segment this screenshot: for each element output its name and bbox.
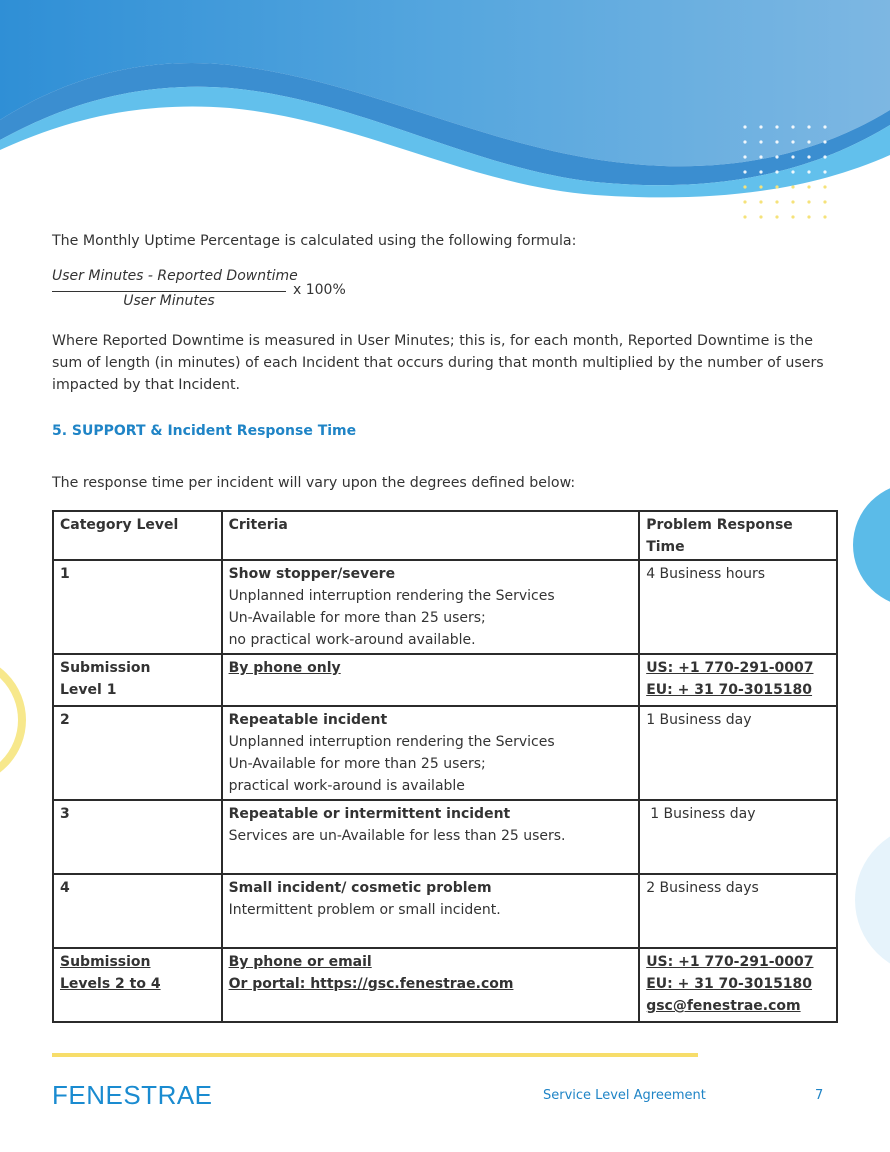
header-wave-decoration <box>0 0 890 240</box>
category-level-cell: Submission Level 1 <box>53 654 222 706</box>
criteria-title: Repeatable or intermittent incident <box>228 806 511 822</box>
response-time-cell <box>639 654 837 706</box>
criteria-cell <box>222 654 640 706</box>
table-row <box>53 948 837 1022</box>
category-level-cell: 1 <box>53 560 222 654</box>
category-level-cell: 4 <box>53 874 222 948</box>
criteria-line: Un-Available for more than 25 users; <box>228 756 486 772</box>
category-level-cell: 2 <box>53 706 222 800</box>
page-number: 7 <box>815 1088 824 1103</box>
criteria-cell <box>222 706 640 800</box>
criteria-line: Services are un-Available for less than 25 users. <box>228 828 566 844</box>
formula-multiplier: x 100% <box>293 282 346 298</box>
uptime-intro: The Monthly Uptime Percentage is calculated using the following formula: <box>52 233 577 249</box>
footer-divider <box>52 1053 698 1057</box>
downtime-definition: Where Reported Downtime is measured in User Minutes; this is, for each month, Reported Downtime is the sum of length (in minutes) of each Incident that occurs during that month multiplied by the number of users impacted by that Incident. <box>52 333 824 393</box>
criteria-line: no practical work-around available. <box>228 632 476 648</box>
response-time-cell: 1 Business day <box>639 800 837 874</box>
fraction-bar <box>52 291 286 292</box>
response-time-table <box>52 510 838 1023</box>
us-phone-link[interactable]: US: +1 770-291-0007 <box>646 954 814 970</box>
us-phone-link[interactable]: US: +1 770-291-0007 <box>646 660 814 676</box>
formula-numerator: User Minutes - Reported Downtime <box>52 268 298 284</box>
response-time-cell: 4 Business hours <box>639 560 837 654</box>
eu-phone-link[interactable]: EU: + 31 70-3015180 <box>646 682 813 698</box>
criteria-title: Repeatable incident <box>228 712 388 728</box>
response-time-cell: 1 Business day <box>639 706 837 800</box>
criteria-title: Show stopper/severe <box>228 566 396 582</box>
criteria-title: By phone only <box>228 660 341 676</box>
table-row <box>53 874 837 948</box>
criteria-line: Unplanned interruption rendering the Services <box>228 588 555 604</box>
category-level-cell: Submission Levels 2 to 4 <box>53 948 222 1022</box>
criteria-line: practical work-around is available <box>228 778 465 794</box>
criteria-line: Intermittent problem or small incident. <box>228 902 501 918</box>
criteria-cell <box>222 560 640 654</box>
footer-title: Service Level Agreement <box>543 1088 706 1103</box>
criteria-line: Unplanned interruption rendering the Services <box>228 734 555 750</box>
header-response-time: Problem Response Time <box>639 511 837 560</box>
table-row <box>53 654 837 706</box>
fenestrae-logo: FENESTRAE <box>52 1080 213 1110</box>
table-row <box>53 800 837 874</box>
portal-link[interactable]: Or portal: https://gsc.fenestrae.com <box>228 976 514 992</box>
section-heading: 5. SUPPORT & Incident Response Time <box>52 423 357 439</box>
criteria-title: By phone or email <box>228 954 372 970</box>
header-criteria: Criteria <box>222 511 640 560</box>
table-header-row <box>53 511 837 560</box>
criteria-cell <box>222 800 640 874</box>
support-email-link[interactable]: gsc@fenestrae.com <box>646 998 801 1014</box>
criteria-cell <box>222 874 640 948</box>
response-time-cell <box>639 948 837 1022</box>
criteria-cell <box>222 948 640 1022</box>
category-level-cell: 3 <box>53 800 222 874</box>
formula-denominator: User Minutes <box>123 293 215 309</box>
response-time-cell: 2 Business days <box>639 874 837 948</box>
criteria-title: Small incident/ cosmetic problem <box>228 880 492 896</box>
response-intro: The response time per incident will vary upon the degrees defined below: <box>52 475 576 491</box>
criteria-line: Un-Available for more than 25 users; <box>228 610 486 626</box>
header-category-level: Category Level <box>53 511 222 560</box>
eu-phone-link[interactable]: EU: + 31 70-3015180 <box>646 976 813 992</box>
table-row <box>53 560 837 654</box>
table-row <box>53 706 837 800</box>
